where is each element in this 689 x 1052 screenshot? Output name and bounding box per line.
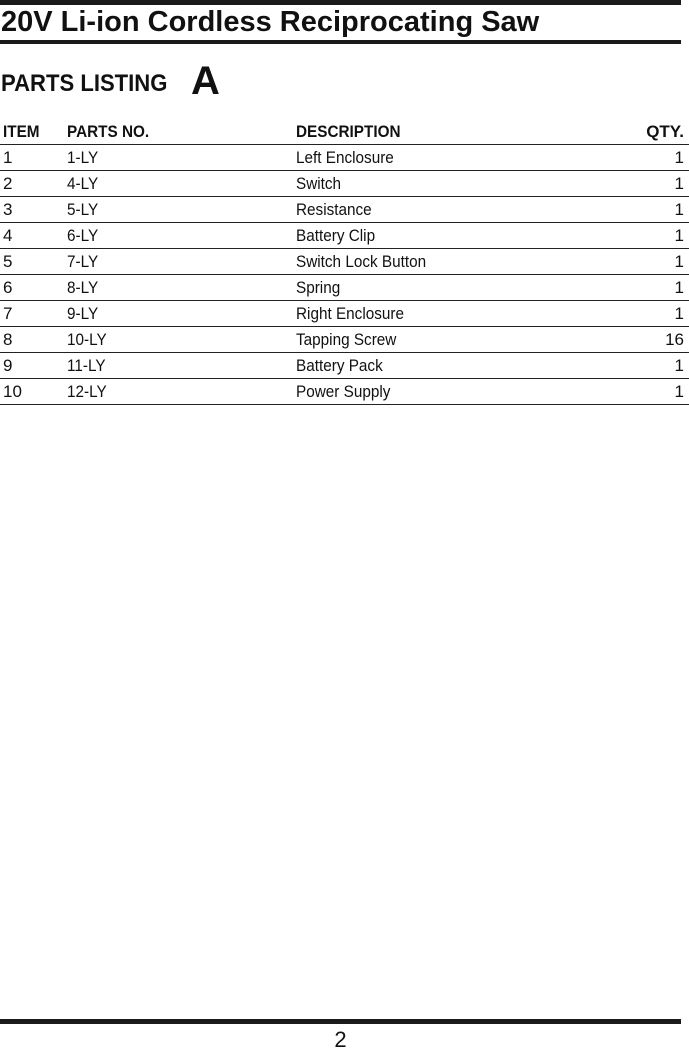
table-row xyxy=(0,249,689,275)
row-description: Battery Pack xyxy=(296,353,596,379)
table-header-row xyxy=(0,119,689,145)
row-description: Spring xyxy=(296,275,596,301)
row-qty: 16 xyxy=(596,327,689,353)
header-part-no: PARTS NO. xyxy=(67,119,296,145)
row-item: 10 xyxy=(0,379,67,405)
row-description: Power Supply xyxy=(296,379,596,405)
row-item: 1 xyxy=(0,145,67,171)
table-row xyxy=(0,327,689,353)
row-qty: 1 xyxy=(596,197,689,223)
row-item: 6 xyxy=(0,275,67,301)
row-description: Battery Clip xyxy=(296,223,596,249)
row-qty: 1 xyxy=(596,301,689,327)
row-qty: 1 xyxy=(596,145,689,171)
row-item: 9 xyxy=(0,353,67,379)
section-letter: A xyxy=(191,59,220,103)
table-row xyxy=(0,301,689,327)
page-number: 2 xyxy=(334,1027,347,1052)
row-item: 3 xyxy=(0,197,67,223)
table-row xyxy=(0,275,689,301)
document-title: 20V Li-ion Cordless Reciprocating Saw xyxy=(1,6,540,38)
row-qty: 1 xyxy=(596,171,689,197)
row-item: 5 xyxy=(0,249,67,275)
row-part-no: 6-LY xyxy=(67,223,296,249)
row-description: Right Enclosure xyxy=(296,301,596,327)
row-qty: 1 xyxy=(596,353,689,379)
row-description: Switch xyxy=(296,171,596,197)
row-part-no: 1-LY xyxy=(67,145,296,171)
row-item: 4 xyxy=(0,223,67,249)
row-description: Resistance xyxy=(296,197,596,223)
row-item: 7 xyxy=(0,301,67,327)
row-part-no: 12-LY xyxy=(67,379,296,405)
row-description: Switch Lock Button xyxy=(296,249,596,275)
row-qty: 1 xyxy=(596,275,689,301)
row-description: Left Enclosure xyxy=(296,145,596,171)
section-heading-text: PARTS LISTING xyxy=(1,70,168,97)
section-heading xyxy=(1,59,220,103)
row-part-no: 11-LY xyxy=(67,353,296,379)
row-part-no: 10-LY xyxy=(67,327,296,353)
parts-table xyxy=(0,119,689,405)
row-description: Tapping Screw xyxy=(296,327,596,353)
table-row xyxy=(0,223,689,249)
row-item: 2 xyxy=(0,171,67,197)
table-row xyxy=(0,353,689,379)
row-part-no: 9-LY xyxy=(67,301,296,327)
table-row xyxy=(0,145,689,171)
row-part-no: 5-LY xyxy=(67,197,296,223)
row-qty: 1 xyxy=(596,379,689,405)
bottom-rule xyxy=(0,1019,681,1024)
header-item: ITEM xyxy=(0,119,67,145)
table-row xyxy=(0,197,689,223)
table-row xyxy=(0,379,689,405)
table-row xyxy=(0,171,689,197)
row-qty: 1 xyxy=(596,249,689,275)
title-rule xyxy=(0,40,681,44)
row-part-no: 7-LY xyxy=(67,249,296,275)
row-part-no: 8-LY xyxy=(67,275,296,301)
row-item: 8 xyxy=(0,327,67,353)
row-qty: 1 xyxy=(596,223,689,249)
header-description: DESCRIPTION xyxy=(296,119,596,145)
header-qty: QTY. xyxy=(596,119,689,145)
row-part-no: 4-LY xyxy=(67,171,296,197)
